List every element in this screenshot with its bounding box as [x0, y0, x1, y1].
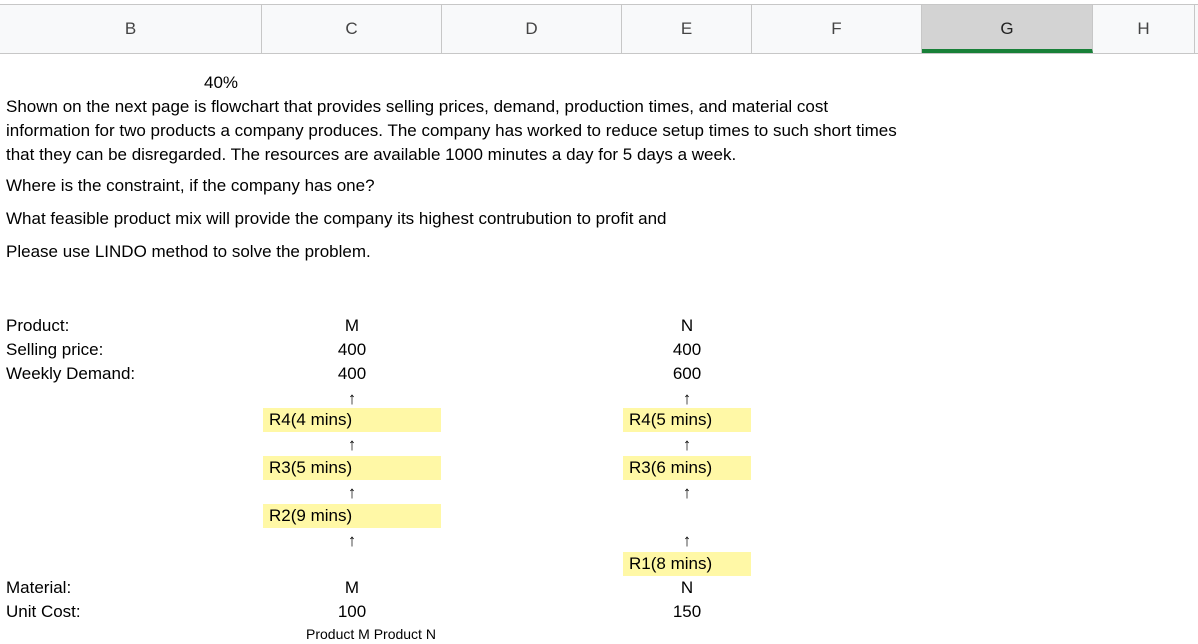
description-line-1[interactable]: Shown on the next page is flowchart that provides selling prices, demand, production times, and material cost	[6, 97, 829, 116]
up-arrow-icon: ↑	[682, 435, 692, 454]
label-unit-cost[interactable]: Unit Cost:	[6, 602, 81, 621]
description-line-3[interactable]: that they can be disregarded. The resources are available 1000 minutes a day for 5 days a week.	[6, 145, 737, 164]
column-header-b[interactable]: B	[0, 5, 262, 53]
label-weekly-demand[interactable]: Weekly Demand:	[6, 364, 136, 383]
column-header-d[interactable]: D	[442, 5, 622, 53]
product-n-selling-price[interactable]: 400	[672, 340, 702, 359]
up-arrow-icon: ↑	[347, 435, 357, 454]
up-arrow-icon: ↑	[682, 531, 692, 550]
up-arrow-icon: ↑	[347, 531, 357, 550]
up-arrow-icon: ↑	[682, 483, 692, 502]
product-n-step-r4[interactable]: R4(5 mins)	[623, 408, 751, 432]
up-arrow-icon: ↑	[347, 389, 357, 408]
label-material[interactable]: Material:	[6, 578, 72, 597]
product-m-step-r2[interactable]: R2(9 mins)	[263, 504, 441, 528]
product-m-name[interactable]: M	[344, 316, 360, 335]
label-selling-price[interactable]: Selling price:	[6, 340, 104, 359]
up-arrow-icon: ↑	[347, 483, 357, 502]
product-m-step-r3[interactable]: R3(5 mins)	[263, 456, 441, 480]
product-n-name[interactable]: N	[680, 316, 694, 335]
product-n-weekly-demand[interactable]: 600	[672, 364, 702, 383]
question-2[interactable]: What feasible product mix will provide the company its highest contrubution to profit and	[6, 209, 667, 228]
question-3[interactable]: Please use LINDO method to solve the problem.	[6, 242, 371, 261]
product-m-step-r4[interactable]: R4(4 mins)	[263, 408, 441, 432]
percent-cell[interactable]: 40%	[204, 73, 239, 92]
product-m-unit-cost[interactable]: 100	[337, 602, 367, 621]
description-line-2[interactable]: information for two products a company produces. The company has worked to reduce setup times to such short times	[6, 121, 897, 140]
question-1[interactable]: Where is the constraint, if the company has one?	[6, 176, 375, 195]
product-n-step-r1[interactable]: R1(8 mins)	[623, 552, 751, 576]
product-n-unit-cost[interactable]: 150	[672, 602, 702, 621]
label-product[interactable]: Product:	[6, 316, 70, 335]
product-n-material[interactable]: N	[680, 578, 694, 597]
up-arrow-icon: ↑	[682, 389, 692, 408]
footer-partial-text[interactable]: Product M Product N	[306, 626, 436, 642]
column-header-c[interactable]: C	[262, 5, 442, 53]
column-header-f[interactable]: F	[752, 5, 922, 53]
product-m-material[interactable]: M	[344, 578, 360, 597]
column-header-g[interactable]: G	[922, 5, 1093, 53]
column-header-e[interactable]: E	[622, 5, 752, 53]
column-header-h[interactable]: H	[1093, 5, 1195, 53]
product-m-selling-price[interactable]: 400	[337, 340, 367, 359]
product-n-step-r3[interactable]: R3(6 mins)	[623, 456, 751, 480]
column-header-bar	[0, 4, 1198, 54]
product-m-weekly-demand[interactable]: 400	[337, 364, 367, 383]
